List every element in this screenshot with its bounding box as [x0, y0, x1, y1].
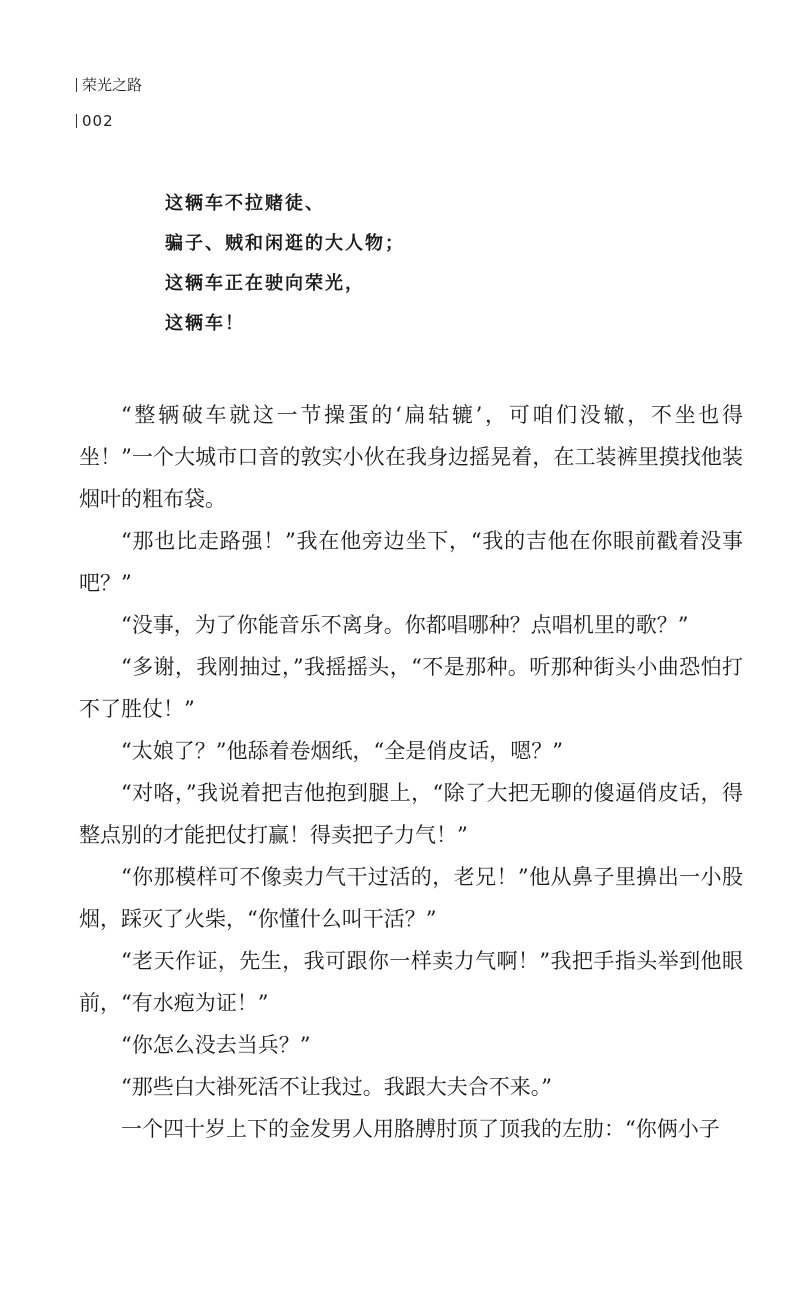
- prose-body: [79, 394, 743, 1150]
- paragraph: “没事，为了你能音乐不离身。你都唱哪种？点唱机里的歌？”: [121, 613, 689, 637]
- page-number: 002: [82, 112, 114, 130]
- poem-line: 这辆车正在驶向荣光，: [165, 273, 365, 294]
- paragraph: 一个四十岁上下的金发男人用胳膊肘顶了顶我的左肋：“你俩小子: [121, 1117, 720, 1141]
- poem-line: 骗子、贼和闲逛的大人物；: [165, 233, 405, 254]
- paragraph: “多谢，我刚抽过，”我摇摇头，“不是那种。听那种街头小曲恐怕打不了胜仗！”: [79, 655, 743, 721]
- header-rule: [76, 78, 77, 92]
- paragraph: “那也比走路强！”我在他旁边坐下，“我的吉他在你眼前戳着没事吧？”: [79, 529, 743, 595]
- paragraph: “那些白大褂死活不让我过。我跟大夫合不来。”: [121, 1075, 552, 1099]
- paragraph: “老天作证，先生，我可跟你一样卖力气啊！”我把手指头举到他眼前，“有水疱为证！”: [79, 949, 743, 1015]
- paragraph: “你怎么没去当兵？”: [121, 1033, 311, 1057]
- poem-line: 这辆车不拉赌徒、: [165, 193, 325, 214]
- header-rule: [76, 114, 77, 128]
- paragraph: “太娘了？”他舔着卷烟纸，“全是俏皮话，嗯？”: [121, 739, 563, 763]
- paragraph: “对咯，”我说着把吉他抱到腿上，“除了大把无聊的傻逼俏皮话，得整点别的才能把仗打赢！得卖把子力气！”: [79, 781, 743, 847]
- book-title: 荣光之路: [82, 76, 143, 94]
- running-header-title: [76, 76, 142, 94]
- running-header-page: [76, 112, 114, 130]
- poem-stanza: [165, 184, 685, 344]
- poem-line: 这辆车！: [165, 313, 245, 334]
- paragraph: “你那模样可不像卖力气干过活的，老兄！”他从鼻子里擤出一小股烟，踩灭了火柴，“你懂什么叫干活？”: [79, 865, 743, 931]
- paragraph: “整辆破车就这一节操蛋的‘扁轱辘’，可咱们没辙，不坐也得坐！”一个大城市口音的敦实小伙在我身边摇晃着，在工装裤里摸找他装烟叶的粗布袋。: [79, 403, 743, 511]
